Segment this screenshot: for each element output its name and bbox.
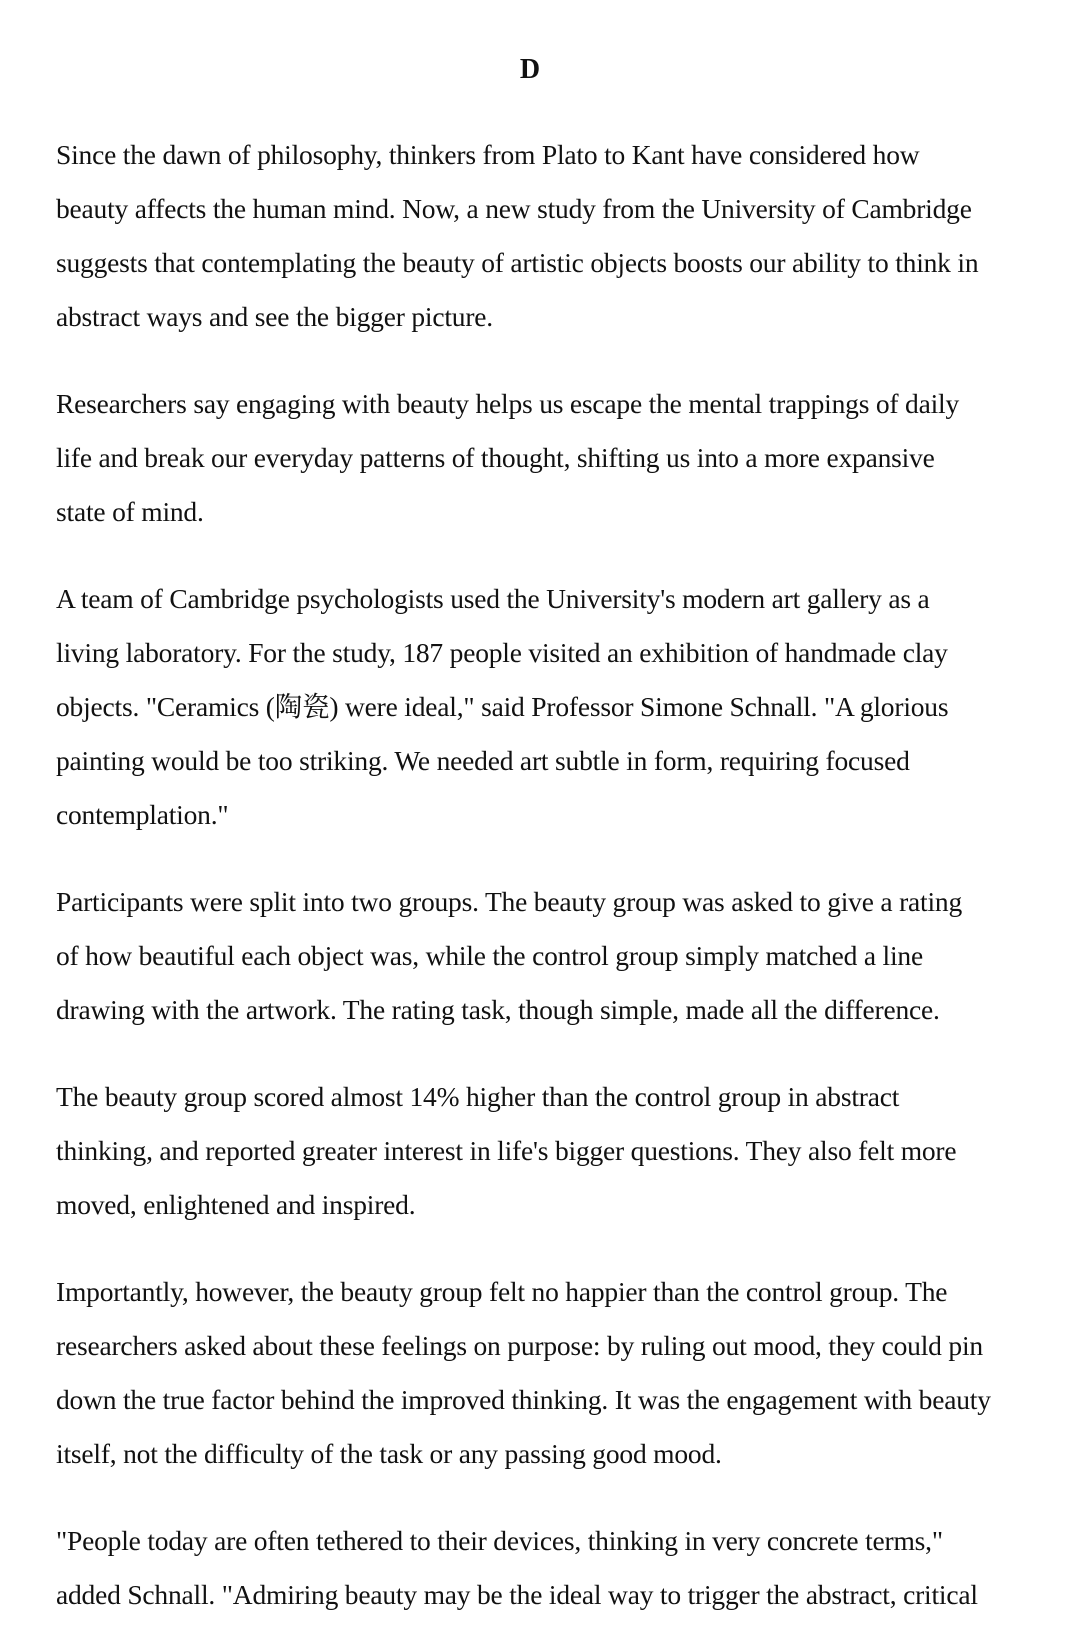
text-line: down the true factor behind the improved thinking. It was the engagement with beauty	[56, 1384, 991, 1415]
text-line: objects. "Ceramics (陶瓷) were ideal," said Professor Simone Schnall. "A glorious	[56, 691, 949, 722]
text-line: "People today are often tethered to their devices, thinking in very concrete terms,"	[56, 1525, 943, 1556]
text-line: state of mind.	[56, 496, 204, 527]
paragraph	[56, 875, 1016, 1037]
article-body	[56, 128, 1016, 1627]
text-line: Importantly, however, the beauty group felt no happier than the control group. The	[56, 1276, 948, 1307]
text-line: researchers asked about these feelings on purpose: by ruling out mood, they could pin	[56, 1330, 983, 1361]
paragraph	[56, 1514, 1016, 1622]
text-line: beauty affects the human mind. Now, a new study from the University of Cambridge	[56, 193, 972, 224]
text-line: painting would be too striking. We needed art subtle in form, requiring focused	[56, 745, 910, 776]
text-line: itself, not the difficulty of the task or any passing good mood.	[56, 1438, 722, 1469]
text-line: thinking, and reported greater interest in life's bigger questions. They also felt more	[56, 1135, 957, 1166]
text-line: of how beautiful each object was, while the control group simply matched a line	[56, 940, 923, 971]
text-line: Participants were split into two groups. The beauty group was asked to give a rating	[56, 886, 963, 917]
text-line: A team of Cambridge psychologists used the University's modern art gallery as a	[56, 583, 930, 614]
text-line: drawing with the artwork. The rating task, though simple, made all the difference.	[56, 994, 940, 1025]
paragraph	[56, 572, 1016, 842]
text-line: contemplation."	[56, 799, 229, 830]
text-line: The beauty group scored almost 14% higher than the control group in abstract	[56, 1081, 900, 1112]
text-line: life and break our everyday patterns of thought, shifting us into a more expansive	[56, 442, 935, 473]
section-heading: D	[519, 54, 541, 85]
text-line: living laboratory. For the study, 187 people visited an exhibition of handmade clay	[56, 637, 948, 668]
paragraph	[56, 128, 1016, 344]
text-line: Since the dawn of philosophy, thinkers from Plato to Kant have considered how	[56, 139, 920, 170]
paragraph	[56, 1070, 1016, 1232]
text-line: Researchers say engaging with beauty helps us escape the mental trappings of daily	[56, 388, 960, 419]
paragraph	[56, 1265, 1016, 1481]
text-line: added Schnall. "Admiring beauty may be the ideal way to trigger the abstract, critical	[56, 1579, 978, 1610]
text-line: abstract ways and see the bigger picture.	[56, 301, 493, 332]
text-line: suggests that contemplating the beauty of artistic objects boosts our ability to think in	[56, 247, 979, 278]
text-line: moved, enlightened and inspired.	[56, 1189, 416, 1220]
paragraph	[56, 377, 1016, 539]
